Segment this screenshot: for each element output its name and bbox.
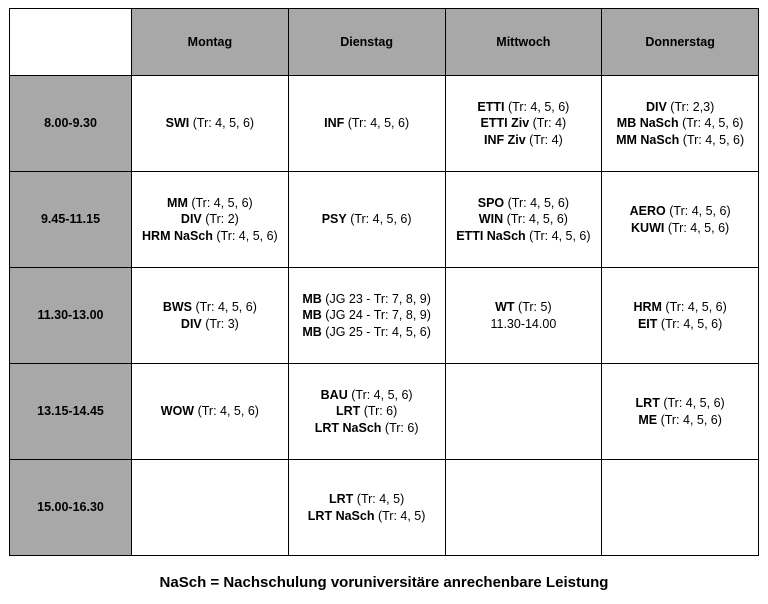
course-detail: (JG 25 - Tr: 4, 5, 6): [325, 324, 431, 339]
course-code: MB NaSch: [616, 116, 679, 131]
time-slot-label: 15.00-16.30: [10, 460, 132, 556]
timetable-cell: [602, 172, 759, 268]
course-entry: [450, 211, 598, 228]
course-entry: [136, 403, 284, 420]
course-detail: 11.30-14.00: [490, 316, 557, 331]
timetable-cell: [445, 460, 602, 556]
course-code: SPO: [477, 195, 505, 210]
timetable-cell: [288, 268, 445, 364]
course-code: WOW: [160, 404, 195, 419]
course-entry: [293, 387, 441, 404]
course-entry: [293, 403, 441, 420]
course-detail: (Tr: 4, 5, 6): [197, 404, 259, 419]
course-code: ETTI NaSch: [456, 228, 526, 243]
timetable-cell: [602, 460, 759, 556]
course-entry: [606, 299, 754, 316]
course-code: EIT: [637, 316, 658, 331]
course-code: LRT NaSch: [307, 508, 375, 523]
course-detail: (Tr: 6): [363, 404, 398, 419]
course-detail: (Tr: 5): [518, 299, 552, 314]
course-detail: (Tr: 4, 5, 6): [351, 387, 413, 402]
course-code: MM NaSch: [616, 132, 680, 147]
time-slot-label: 11.30-13.00: [10, 268, 132, 364]
course-entry: [450, 195, 598, 212]
course-entry: [136, 316, 284, 333]
timetable-cell: [132, 76, 289, 172]
timetable-row: [10, 364, 759, 460]
course-entry: [136, 211, 284, 228]
course-detail: (Tr: 4, 5, 6): [195, 299, 257, 314]
course-detail: (Tr: 2,3): [670, 99, 715, 114]
course-detail: (Tr: 4, 5, 6): [507, 99, 570, 114]
course-entry: [606, 203, 754, 220]
course-code: LRT: [635, 395, 660, 410]
course-entry: [293, 291, 441, 308]
course-detail: (Tr: 4, 5, 6): [660, 316, 723, 331]
timetable-row: [10, 268, 759, 364]
course-code: ETTI Ziv: [480, 116, 530, 131]
course-entry: [450, 99, 598, 116]
course-entry: [606, 132, 754, 149]
course-code: ME: [638, 412, 658, 427]
course-entry: [136, 115, 284, 132]
course-detail: (Tr: 4, 5, 6): [667, 220, 730, 235]
course-code: HRM: [633, 299, 662, 314]
course-detail: (Tr: 4, 5, 6): [665, 299, 727, 314]
corner-cell: [10, 9, 132, 76]
course-code: LRT: [335, 404, 361, 419]
course-entry: [450, 316, 598, 333]
course-detail: (Tr: 4, 5, 6): [529, 228, 591, 243]
day-header-donnerstag: Donnerstag: [602, 9, 759, 76]
timetable-cell: [602, 76, 759, 172]
course-code: KUWI: [631, 220, 665, 235]
course-code: WIN: [478, 212, 504, 227]
timetable-cell: [445, 172, 602, 268]
course-detail: (Tr: 4, 5, 6): [682, 132, 745, 147]
timetable-cell: [288, 460, 445, 556]
course-detail: (Tr: 4, 5, 6): [507, 195, 569, 210]
course-entry: [293, 420, 441, 437]
course-detail: (Tr: 4, 5, 6): [192, 116, 255, 131]
course-detail: (Tr: 4, 5, 6): [660, 412, 722, 427]
timetable-cell: [132, 172, 289, 268]
timetable-cell: [445, 268, 602, 364]
course-code: BWS: [162, 299, 193, 314]
course-code: INF Ziv: [484, 132, 526, 147]
course-entry: [293, 508, 441, 525]
timetable-cell: [288, 172, 445, 268]
footnote: NaSch = Nachschulung voruniversitäre anrechenbare Leistung: [159, 574, 609, 591]
time-slot-label: 13.15-14.45: [10, 364, 132, 460]
course-entry: [136, 228, 284, 245]
course-detail: (Tr: 3): [205, 316, 239, 331]
course-entry: [450, 132, 598, 149]
course-code: PSY: [321, 212, 347, 227]
timetable-cell: [288, 76, 445, 172]
course-detail: (Tr: 4, 5): [377, 508, 426, 523]
timetable-cell: [132, 268, 289, 364]
course-entry: [606, 115, 754, 132]
course-code: MB: [302, 308, 322, 323]
timetable-header: [10, 9, 759, 76]
course-entry: [450, 115, 598, 132]
course-detail: (Tr: 4, 5, 6): [191, 195, 253, 210]
header-row: [10, 9, 759, 76]
course-entry: [606, 220, 754, 237]
course-detail: (Tr: 4): [529, 132, 563, 147]
course-entry: [450, 228, 598, 245]
course-detail: (Tr: 4): [532, 116, 567, 131]
course-detail: (Tr: 4, 5, 6): [669, 203, 731, 218]
day-header-mittwoch: Mittwoch: [445, 9, 602, 76]
time-slot-label: 8.00-9.30: [10, 76, 132, 172]
course-detail: (Tr: 4, 5, 6): [506, 212, 568, 227]
course-code: INF: [324, 116, 345, 131]
course-detail: (Tr: 4, 5, 6): [663, 395, 725, 410]
course-code: DIV: [180, 316, 202, 331]
timetable-cell: [132, 364, 289, 460]
timetable-cell: [445, 76, 602, 172]
course-entry: [293, 211, 441, 228]
course-detail: (Tr: 4, 5, 6): [347, 116, 410, 131]
course-entry: [136, 195, 284, 212]
course-code: LRT NaSch: [314, 420, 382, 435]
course-code: AERO: [629, 203, 666, 218]
course-detail: (Tr: 4, 5, 6): [216, 228, 278, 243]
course-code: DIV: [645, 99, 667, 114]
day-header-dienstag: Dienstag: [288, 9, 445, 76]
course-code: WT: [495, 299, 515, 314]
day-header-montag: Montag: [132, 9, 289, 76]
course-code: LRT: [328, 491, 354, 506]
course-code: ETTI: [477, 99, 505, 114]
course-entry: [293, 324, 441, 341]
course-entry: [606, 395, 754, 412]
timetable: [9, 8, 759, 556]
timetable-cell: [288, 364, 445, 460]
timetable-body: [10, 76, 759, 556]
course-code: SWI: [165, 116, 190, 131]
timetable-cell: [445, 364, 602, 460]
course-entry: [606, 99, 754, 116]
course-code: MB: [302, 324, 322, 339]
course-detail: (JG 24 - Tr: 7, 8, 9): [325, 308, 431, 323]
timetable-cell: [132, 460, 289, 556]
course-detail: (Tr: 2): [205, 212, 239, 227]
course-code: BAU: [320, 387, 348, 402]
course-entry: [293, 491, 441, 508]
course-detail: (Tr: 4, 5, 6): [350, 212, 412, 227]
course-code: MM: [167, 195, 188, 210]
timetable-cell: [602, 364, 759, 460]
course-entry: [606, 412, 754, 429]
timetable-row: [10, 172, 759, 268]
course-entry: [136, 299, 284, 316]
course-entry: [293, 307, 441, 324]
course-detail: (JG 23 - Tr: 7, 8, 9): [325, 291, 431, 306]
course-entry: [293, 115, 441, 132]
timetable-page: [0, 8, 768, 604]
course-code: DIV: [180, 212, 202, 227]
course-entry: [606, 316, 754, 333]
course-code: HRM NaSch: [142, 228, 213, 243]
course-code: MB: [302, 291, 322, 306]
timetable-row: [10, 460, 759, 556]
course-detail: (Tr: 4, 5, 6): [682, 116, 744, 131]
timetable-cell: [602, 268, 759, 364]
course-entry: [450, 299, 598, 316]
course-detail: (Tr: 6): [384, 420, 419, 435]
course-detail: (Tr: 4, 5): [356, 491, 405, 506]
timetable-row: [10, 76, 759, 172]
time-slot-label: 9.45-11.15: [10, 172, 132, 268]
